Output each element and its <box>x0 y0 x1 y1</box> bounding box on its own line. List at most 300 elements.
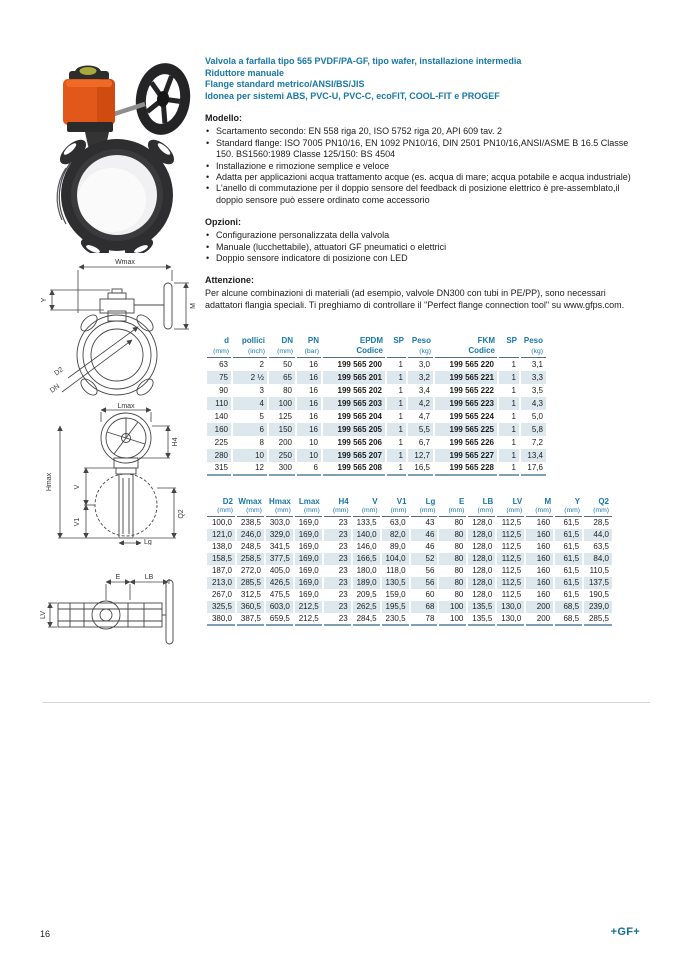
table-cell: 659,5 <box>265 613 294 625</box>
table-cell: 212,5 <box>294 613 323 625</box>
table-row <box>206 358 546 371</box>
table-cell: 80 <box>438 589 467 601</box>
table-cell: 3,4 <box>407 384 434 397</box>
column-header: Lmax <box>298 497 320 506</box>
column-header: V <box>372 497 378 506</box>
table-cell: 10 <box>296 436 322 449</box>
opzioni-bullet-list <box>205 230 641 264</box>
table-cell: 212,5 <box>294 601 323 613</box>
table-cell: 100 <box>438 601 467 613</box>
table-cell: 169,0 <box>294 589 323 601</box>
drawing-side-view <box>38 402 203 545</box>
table-cell: 80 <box>268 384 296 397</box>
table-cell: 1 <box>498 358 520 371</box>
column-header: V1 <box>396 497 407 506</box>
table-cell: 1 <box>498 462 520 475</box>
actuator <box>63 66 115 151</box>
dim-label-d2: D2 <box>53 366 65 378</box>
table-cell: 84,0 <box>583 553 612 565</box>
table-cell: 1 <box>386 436 407 449</box>
table-row <box>206 577 612 589</box>
table-cell: 112,5 <box>496 553 525 565</box>
table-row <box>206 371 546 384</box>
column-header: (mm) <box>467 507 496 517</box>
table-cell: 121,0 <box>206 529 236 541</box>
table-cell: 1 <box>386 449 407 462</box>
modello-heading: Modello: <box>205 113 242 124</box>
table-cell: 199 565 207 <box>322 449 386 462</box>
table-row <box>206 410 546 423</box>
table-cell: 1 <box>386 423 407 436</box>
table-cell: 199 565 205 <box>322 423 386 436</box>
table-cell: 112,5 <box>496 517 525 529</box>
column-header: (mm) <box>323 507 352 517</box>
column-header: H4 <box>338 497 349 506</box>
table-cell: 1 <box>386 410 407 423</box>
table-cell: 23 <box>323 541 352 553</box>
table-cell: 267,0 <box>206 589 236 601</box>
page-number: 16 <box>40 929 51 939</box>
drawing-top-view <box>40 572 200 652</box>
table-cell: 100 <box>438 613 467 625</box>
table-row <box>206 384 546 397</box>
header-row <box>206 336 546 346</box>
table-cell: 128,0 <box>467 541 496 553</box>
table-cell: 195,5 <box>381 601 410 613</box>
table-cell: 199 565 201 <box>322 371 386 384</box>
table-cell: 1 <box>386 371 407 384</box>
table-cell: 387,5 <box>236 613 265 625</box>
dimensions-table <box>205 497 612 626</box>
dim-label-v: V <box>74 484 81 490</box>
bullet-item: • Manuale (lucchettabile), attuatori GF pneumatici o elettrici <box>205 242 641 253</box>
table-cell: 100,0 <box>206 517 236 529</box>
table-cell: 225 <box>206 436 232 449</box>
header-row <box>206 507 612 517</box>
table-cell: 28,5 <box>583 517 612 529</box>
table-cell: 12 <box>232 462 268 475</box>
table-cell: 250 <box>268 449 296 462</box>
dim-label-q2: Q2 <box>178 509 185 519</box>
table-cell: 65 <box>268 371 296 384</box>
bullet-item: • Doppio sensore indicatore di posizione con LED <box>205 253 641 264</box>
column-header: (kg) <box>520 346 546 358</box>
table-cell: 130,0 <box>496 613 525 625</box>
table-cell: 3,0 <box>407 358 434 371</box>
table-cell: 112,5 <box>496 529 525 541</box>
table-cell: 6,7 <box>407 436 434 449</box>
table-cell: 16,5 <box>407 462 434 475</box>
table-cell: 159,0 <box>381 589 410 601</box>
dim-label-h4: H4 <box>172 437 179 447</box>
table-cell: 1 <box>498 423 520 436</box>
attenzione-heading: Attenzione: <box>205 275 254 286</box>
column-header: Y <box>574 497 581 506</box>
table-cell: 160 <box>525 577 554 589</box>
table-cell: 130,0 <box>496 601 525 613</box>
column-header: d <box>224 336 229 345</box>
attenzione-paragraph: Per alcune combinazioni di materiali (ad esempio, valvole DN300 con tubi in PE/PP), sono necessari adattatori flangia speciali. Ti preghiamo di controllare il "Perfect flange connection tool" su www.gfps.com. <box>205 288 625 310</box>
dim-label-m: M <box>190 303 197 309</box>
table-cell: 200 <box>525 613 554 625</box>
modello-bullet-list <box>205 126 641 206</box>
table-cell: 284,5 <box>352 613 381 625</box>
bullet-item: • Configurazione personalizzata della valvola <box>205 230 641 241</box>
bullet-item: • Adatta per applicazioni acqua trattamento acque (es. acqua di mare; acqua potabile e acqua industriale) <box>205 172 641 183</box>
column-header: FKM <box>477 336 495 345</box>
table-cell: 160 <box>525 565 554 577</box>
table-cell: 3,1 <box>520 358 546 371</box>
table-cell: 128,0 <box>467 589 496 601</box>
table-cell: 258,5 <box>236 553 265 565</box>
page-title-line-4: Idonea per sistemi ABS, PVC-U, PVC-C, ecoFIT, COOL-FIT e PROGEF <box>205 90 500 101</box>
table-cell: 112,5 <box>496 565 525 577</box>
table-cell: 100 <box>268 397 296 410</box>
table-cell: 1 <box>386 384 407 397</box>
table-cell: 10 <box>232 449 268 462</box>
table-cell: 140,0 <box>352 529 381 541</box>
column-header: (mm) <box>352 507 381 517</box>
table-cell: 23 <box>323 577 352 589</box>
table-cell: 56 <box>410 577 439 589</box>
table-cell: 380,0 <box>206 613 236 625</box>
bullet-item: • Standard flange: ISO 7005 PN10/16, EN 1092 PN10/16, DIN 2501 PN10/16,ANSI/ASME B 16.5 Classe 150. BS1560:1989 Classe 125/150: BS 4504 <box>205 138 641 161</box>
table-cell: 23 <box>323 553 352 565</box>
page-title-line-2: Riduttore manuale <box>205 67 285 78</box>
handwheel-icon <box>131 60 194 139</box>
table-cell: 23 <box>323 601 352 613</box>
table-cell: 238,5 <box>236 517 265 529</box>
table-cell: 80 <box>438 529 467 541</box>
table-cell: 63,0 <box>381 517 410 529</box>
dim-label-lg: Lg <box>144 539 152 545</box>
table-cell: 46 <box>410 541 439 553</box>
table-cell: 61,5 <box>554 553 583 565</box>
column-header: SP <box>393 336 404 345</box>
table-cell: 199 565 227 <box>434 449 498 462</box>
column-header <box>386 346 407 358</box>
table-cell: 3,5 <box>520 384 546 397</box>
table-cell: 3,2 <box>407 371 434 384</box>
table-cell: 80 <box>438 565 467 577</box>
table-cell: 180,0 <box>352 565 381 577</box>
table-cell: 61,5 <box>554 589 583 601</box>
table-cell: 2 ½ <box>232 371 268 384</box>
table-cell: 56 <box>410 565 439 577</box>
table-cell: 4,7 <box>407 410 434 423</box>
dim-label-hmax: Hmax <box>46 472 53 492</box>
table-cell: 7,2 <box>520 436 546 449</box>
column-header: (kg) <box>407 346 434 358</box>
table-row <box>206 553 612 565</box>
column-header: (mm) <box>294 507 323 517</box>
column-header: (mm) <box>496 507 525 517</box>
column-header: LB <box>482 497 494 506</box>
table-cell: 199 565 225 <box>434 423 498 436</box>
column-header: (mm) <box>265 507 294 517</box>
table-cell: 312,5 <box>236 589 265 601</box>
table-cell: 23 <box>323 613 352 625</box>
table-cell: 16 <box>296 358 322 371</box>
table-cell: 23 <box>323 529 352 541</box>
table-cell: 199 565 221 <box>434 371 498 384</box>
table-cell: 199 565 222 <box>434 384 498 397</box>
table-cell: 199 565 220 <box>434 358 498 371</box>
table-cell: 160 <box>525 517 554 529</box>
table-cell: 128,0 <box>467 517 496 529</box>
table-cell: 1 <box>498 384 520 397</box>
dim-label-v1: V1 <box>74 517 81 527</box>
bullet-item: • Scartamento secondo: EN 558 riga 20, ISO 5752 riga 20, API 609 tav. 2 <box>205 126 641 137</box>
codes-table <box>205 336 546 476</box>
table-cell: 199 565 203 <box>322 397 386 410</box>
column-header: Wmax <box>238 497 262 506</box>
table-cell: 80 <box>438 541 467 553</box>
column-header <box>498 346 520 358</box>
table-cell: 61,5 <box>554 565 583 577</box>
table-cell: 90 <box>206 384 232 397</box>
column-header: D2 <box>222 497 233 506</box>
table-cell: 3 <box>232 384 268 397</box>
table-cell: 6 <box>232 423 268 436</box>
table-cell: 135,5 <box>467 613 496 625</box>
opzioni-heading: Opzioni: <box>205 217 241 228</box>
table-row <box>206 517 612 529</box>
dim-label-wmax: Wmax <box>115 259 135 266</box>
page-title-line-1: Valvola a farfalla tipo 565 PVDF/PA-GF, tipo wafer, installazione intermedia <box>205 56 522 66</box>
bullet-item: • L'anello di commutazione per il doppio sensore del feedback di posizione elettrico è pre-assemblato,il doppio sensore può essere ordinato come accessorio <box>205 183 641 206</box>
table-cell: 5,5 <box>407 423 434 436</box>
column-header: (mm) <box>206 507 236 517</box>
table-cell: 150 <box>268 423 296 436</box>
table-cell: 23 <box>323 589 352 601</box>
table-cell: 1 <box>498 449 520 462</box>
column-header: SP <box>506 336 517 345</box>
table-cell: 603,0 <box>265 601 294 613</box>
column-header: Q2 <box>598 497 609 506</box>
table-cell: 329,0 <box>265 529 294 541</box>
column-header: Hmax <box>269 497 291 506</box>
table-cell: 246,0 <box>236 529 265 541</box>
drawing-front-view <box>38 255 203 403</box>
table-cell: 63 <box>206 358 232 371</box>
table-cell: 135,5 <box>467 601 496 613</box>
table-cell: 110,5 <box>583 565 612 577</box>
table-cell: 5,0 <box>520 410 546 423</box>
table-cell: 43 <box>410 517 439 529</box>
table-cell: 128,0 <box>467 577 496 589</box>
table-cell: 44,0 <box>583 529 612 541</box>
table-row <box>206 423 546 436</box>
table-cell: 13,4 <box>520 449 546 462</box>
table-cell: 112,5 <box>496 541 525 553</box>
table-row <box>206 565 612 577</box>
table-cell: 23 <box>323 517 352 529</box>
table-cell: 12,7 <box>407 449 434 462</box>
dim-label-dn: DN <box>48 382 62 395</box>
table-row <box>206 529 612 541</box>
table-cell: 75 <box>206 371 232 384</box>
table-cell: 272,0 <box>236 565 265 577</box>
product-photo <box>33 55 208 253</box>
table-cell: 118,0 <box>381 565 410 577</box>
table-cell: 230,5 <box>381 613 410 625</box>
table-cell: 52 <box>410 553 439 565</box>
dim-label-lmax: Lmax <box>117 403 135 410</box>
table-cell: 160 <box>525 529 554 541</box>
table-cell: 82,0 <box>381 529 410 541</box>
table-cell: 16 <box>296 384 322 397</box>
table-cell: 8 <box>232 436 268 449</box>
table-cell: 104,0 <box>381 553 410 565</box>
column-header: (mm) <box>554 507 583 517</box>
column-header: DN <box>281 336 293 345</box>
table-cell: 68,5 <box>554 601 583 613</box>
table-cell: 300 <box>268 462 296 475</box>
header-row <box>206 346 546 358</box>
table-cell: 200 <box>268 436 296 449</box>
column-header: Codice <box>434 346 498 358</box>
table-cell: 1 <box>498 397 520 410</box>
table-cell: 16 <box>296 397 322 410</box>
column-header: EPDM <box>359 336 383 345</box>
header-row <box>206 497 612 507</box>
table-cell: 6 <box>296 462 322 475</box>
table-cell: 199 565 204 <box>322 410 386 423</box>
table-cell: 169,0 <box>294 517 323 529</box>
footer-divider <box>42 702 650 703</box>
column-header: (mm) <box>583 507 612 517</box>
table-cell: 199 565 200 <box>322 358 386 371</box>
table-cell: 239,0 <box>583 601 612 613</box>
table-cell: 63,5 <box>583 541 612 553</box>
column-header: PN <box>307 336 319 345</box>
table-cell: 187,0 <box>206 565 236 577</box>
column-header: (mm) <box>410 507 439 517</box>
column-header: E <box>459 497 465 506</box>
table-cell: 377,5 <box>265 553 294 565</box>
table-cell: 89,0 <box>381 541 410 553</box>
table-cell: 138,0 <box>206 541 236 553</box>
table-cell: 199 565 223 <box>434 397 498 410</box>
table-cell: 315 <box>206 462 232 475</box>
intro-section <box>205 56 641 311</box>
table-cell: 78 <box>410 613 439 625</box>
table-cell: 341,5 <box>265 541 294 553</box>
table-cell: 248,5 <box>236 541 265 553</box>
table-cell: 10 <box>296 449 322 462</box>
column-header: (mm) <box>525 507 554 517</box>
table-cell: 112,5 <box>496 577 525 589</box>
table-row <box>206 462 546 475</box>
table-cell: 475,5 <box>265 589 294 601</box>
table-cell: 80 <box>438 517 467 529</box>
table-cell: 169,0 <box>294 577 323 589</box>
table-cell: 16 <box>296 371 322 384</box>
table-cell: 1 <box>386 397 407 410</box>
page-title-line-3: Flange standard metrico/ANSI/BS/JIS <box>205 79 365 90</box>
table-cell: 46 <box>410 529 439 541</box>
table-cell: 68,5 <box>554 613 583 625</box>
table-cell: 128,0 <box>467 529 496 541</box>
table-cell: 160 <box>525 553 554 565</box>
column-header: Lg <box>425 497 436 506</box>
table-cell: 360,5 <box>236 601 265 613</box>
column-header: M <box>544 497 552 506</box>
table-cell: 2 <box>232 358 268 371</box>
table-cell: 4,3 <box>520 397 546 410</box>
table-cell: 160 <box>525 541 554 553</box>
column-header: Codice <box>322 346 386 358</box>
column-header: Peso <box>523 336 543 345</box>
table-cell: 199 565 224 <box>434 410 498 423</box>
table-row <box>206 541 612 553</box>
table-cell: 160 <box>206 423 232 436</box>
table-cell: 146,0 <box>352 541 381 553</box>
table-cell: 128,0 <box>467 553 496 565</box>
column-header: (mm) <box>381 507 410 517</box>
column-header: (mm) <box>206 346 232 358</box>
table-cell: 160 <box>525 589 554 601</box>
column-header: LV <box>512 497 523 506</box>
table-cell: 262,5 <box>352 601 381 613</box>
table-cell: 1 <box>386 462 407 475</box>
table-cell: 4,2 <box>407 397 434 410</box>
column-header: (inch) <box>232 346 268 358</box>
table-cell: 1 <box>498 371 520 384</box>
table-cell: 140 <box>206 410 232 423</box>
gf-logo: +GF+ <box>610 926 640 938</box>
dim-label-e: E <box>115 574 121 581</box>
table-cell: 16 <box>296 410 322 423</box>
table-cell: 169,0 <box>294 541 323 553</box>
table-cell: 61,5 <box>554 541 583 553</box>
table-cell: 5,8 <box>520 423 546 436</box>
table-cell: 125 <box>268 410 296 423</box>
table-cell: 4 <box>232 397 268 410</box>
table-cell: 5 <box>232 410 268 423</box>
table-cell: 23 <box>323 565 352 577</box>
table-cell: 61,5 <box>554 577 583 589</box>
table-cell: 303,0 <box>265 517 294 529</box>
dim-label-lv: LV <box>40 610 47 620</box>
table-cell: 128,0 <box>467 565 496 577</box>
table-cell: 50 <box>268 358 296 371</box>
table-row <box>206 589 612 601</box>
table-cell: 169,0 <box>294 565 323 577</box>
table-cell: 17,6 <box>520 462 546 475</box>
table-cell: 80 <box>438 577 467 589</box>
table-cell: 189,0 <box>352 577 381 589</box>
table-cell: 209,5 <box>352 589 381 601</box>
column-header: Peso <box>411 336 431 345</box>
dim-label-y: Y <box>41 297 48 303</box>
table-cell: 61,5 <box>554 529 583 541</box>
table-cell: 1 <box>386 358 407 371</box>
table-row <box>206 613 612 625</box>
table-cell: 285,5 <box>236 577 265 589</box>
column-header: (mm) <box>236 507 265 517</box>
table-cell: 325,5 <box>206 601 236 613</box>
table-cell: 213,0 <box>206 577 236 589</box>
table-cell: 16 <box>296 423 322 436</box>
table-cell: 1 <box>498 410 520 423</box>
bullet-item: • Installazione e rimozione semplice e veloce <box>205 161 641 172</box>
column-header: (mm) <box>438 507 467 517</box>
table-cell: 68 <box>410 601 439 613</box>
table-cell: 1 <box>498 436 520 449</box>
table-cell: 199 565 202 <box>322 384 386 397</box>
